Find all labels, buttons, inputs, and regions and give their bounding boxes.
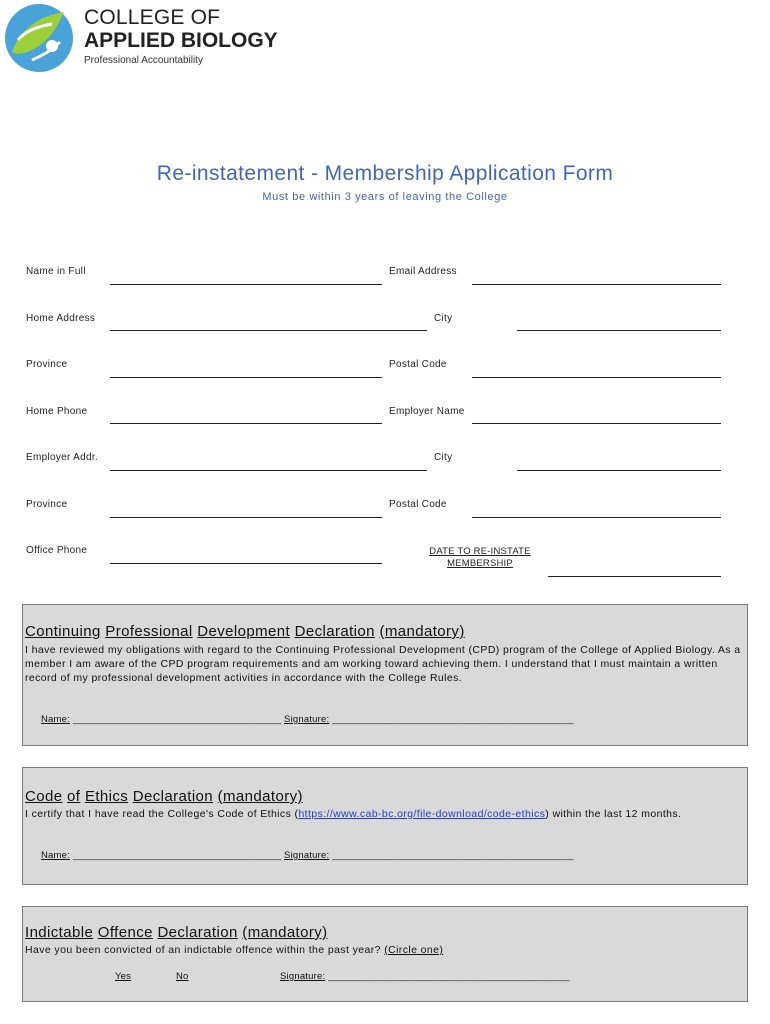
province-field[interactable] (110, 377, 382, 378)
cpd-signature-label: Signature: (284, 714, 330, 725)
city2-field[interactable] (517, 470, 721, 471)
cpd-declaration-title (25, 623, 465, 640)
offence-signature-field[interactable]: ____________________________________________ (328, 971, 570, 982)
offence-yes-label[interactable]: Yes (115, 971, 132, 982)
postal-code-field[interactable] (472, 377, 721, 378)
postal-code-label: Postal Code (389, 359, 447, 370)
offence-no-label[interactable]: No (176, 971, 189, 982)
circle-one-note: (Circle one) (384, 944, 444, 956)
cpd-name-field[interactable]: ______________________________________ (72, 714, 282, 725)
name-in-full-label: Name in Full (26, 266, 86, 277)
ethics-title-word: (mandatory) (217, 788, 303, 805)
cpd-sign-line (41, 714, 573, 725)
employer-addr-field[interactable] (110, 470, 427, 471)
offence-question (25, 943, 741, 957)
ethics-name-field[interactable]: ______________________________________ (72, 850, 282, 861)
cpd-title-word: Declaration (294, 623, 375, 640)
code-of-ethics-link[interactable]: https://www.cab-bc.org/file-download/code-ethics (298, 808, 546, 820)
ethics-declaration-title (25, 788, 303, 805)
offence-declaration-title (25, 924, 328, 941)
name-in-full-field[interactable] (110, 284, 382, 285)
form-title: Re-instatement - Membership Application Form (156, 162, 614, 185)
home-address-field[interactable] (110, 330, 427, 331)
logo-tagline: Professional Accountability (84, 55, 203, 66)
ethics-text-after: ) within the last 12 months. (545, 808, 682, 820)
employer-name-label: Employer Name (389, 406, 465, 417)
ethics-title-word: of (67, 788, 81, 805)
ethics-declaration-box (22, 767, 748, 885)
city-label: City (434, 313, 453, 324)
cpd-title-word: Continuing (25, 623, 101, 640)
employer-addr-label: Employer Addr. (26, 452, 99, 463)
cpd-declaration-text: I have reviewed my obligations with regard to the Continuing Professional Development (CPD) program of the College of Applied Biology. As a member I am aware of the CPD program requirements and am working toward achieving them. I understand that I must maintain a written record of my professional development activities in accordance with the College Rules. (25, 644, 741, 684)
offence-signature-label: Signature: (280, 971, 326, 982)
ethics-name-label: Name: (41, 850, 70, 861)
cpd-name-label: Name: (41, 714, 70, 725)
form-subtitle: Must be within 3 years of leaving the College (262, 191, 508, 203)
cpd-title-word: Development (197, 623, 291, 640)
ethics-title-word: Ethics (84, 788, 129, 805)
ethics-title-word: Code (25, 788, 63, 805)
offence-no-option[interactable] (176, 971, 189, 982)
date-to-reinstate-label (420, 546, 540, 570)
postal-code2-field[interactable] (472, 517, 721, 518)
postal-code2-label: Postal Code (389, 499, 447, 510)
ethics-sign-line (41, 850, 573, 861)
email-address-field[interactable] (472, 284, 721, 285)
offence-title-word: Indictable (25, 924, 94, 941)
province-label: Province (26, 359, 68, 370)
province2-field[interactable] (110, 517, 382, 518)
offence-title-word: Declaration (157, 924, 238, 941)
ethics-signature-field[interactable]: ____________________________________________ (332, 850, 574, 861)
email-address-label: Email Address (389, 266, 457, 277)
ethics-title-word: Declaration (132, 788, 214, 805)
offence-title-word: Offence (97, 924, 153, 941)
date-to-reinstate-line2: MEMBERSHIP (447, 558, 513, 569)
logo-text-college-of: COLLEGE OF (84, 6, 221, 29)
offence-declaration-box (22, 906, 748, 1002)
college-logo-icon (2, 0, 76, 76)
ethics-signature-label: Signature: (284, 850, 330, 861)
offence-sign-line (280, 971, 569, 982)
province2-label: Province (26, 499, 68, 510)
ethics-text-before: I certify that I have read the College's Code of Ethics ( (25, 808, 299, 820)
offence-title-word: (mandatory) (242, 924, 328, 941)
date-to-reinstate-line1: DATE TO RE-INSTATE (429, 546, 531, 557)
city2-label: City (434, 452, 453, 463)
offence-yes-option[interactable] (115, 971, 131, 982)
ethics-declaration-text (25, 807, 741, 821)
date-to-reinstate-field[interactable] (548, 576, 721, 577)
home-phone-field[interactable] (110, 423, 382, 424)
cpd-title-word: Professional (105, 623, 193, 640)
office-phone-field[interactable] (110, 563, 382, 564)
home-phone-label: Home Phone (26, 406, 88, 417)
office-phone-label: Office Phone (26, 545, 88, 556)
city-field[interactable] (517, 330, 721, 331)
offence-question-text: Have you been convicted of an indictable offence within the past year? (25, 944, 381, 956)
cpd-declaration-box (22, 604, 748, 746)
cpd-title-word: (mandatory) (379, 623, 465, 640)
logo-text-applied-biology: APPLIED BIOLOGY (84, 29, 278, 52)
employer-name-field[interactable] (472, 423, 721, 424)
cpd-signature-field[interactable]: ____________________________________________ (332, 714, 574, 725)
home-address-label: Home Address (26, 313, 96, 324)
